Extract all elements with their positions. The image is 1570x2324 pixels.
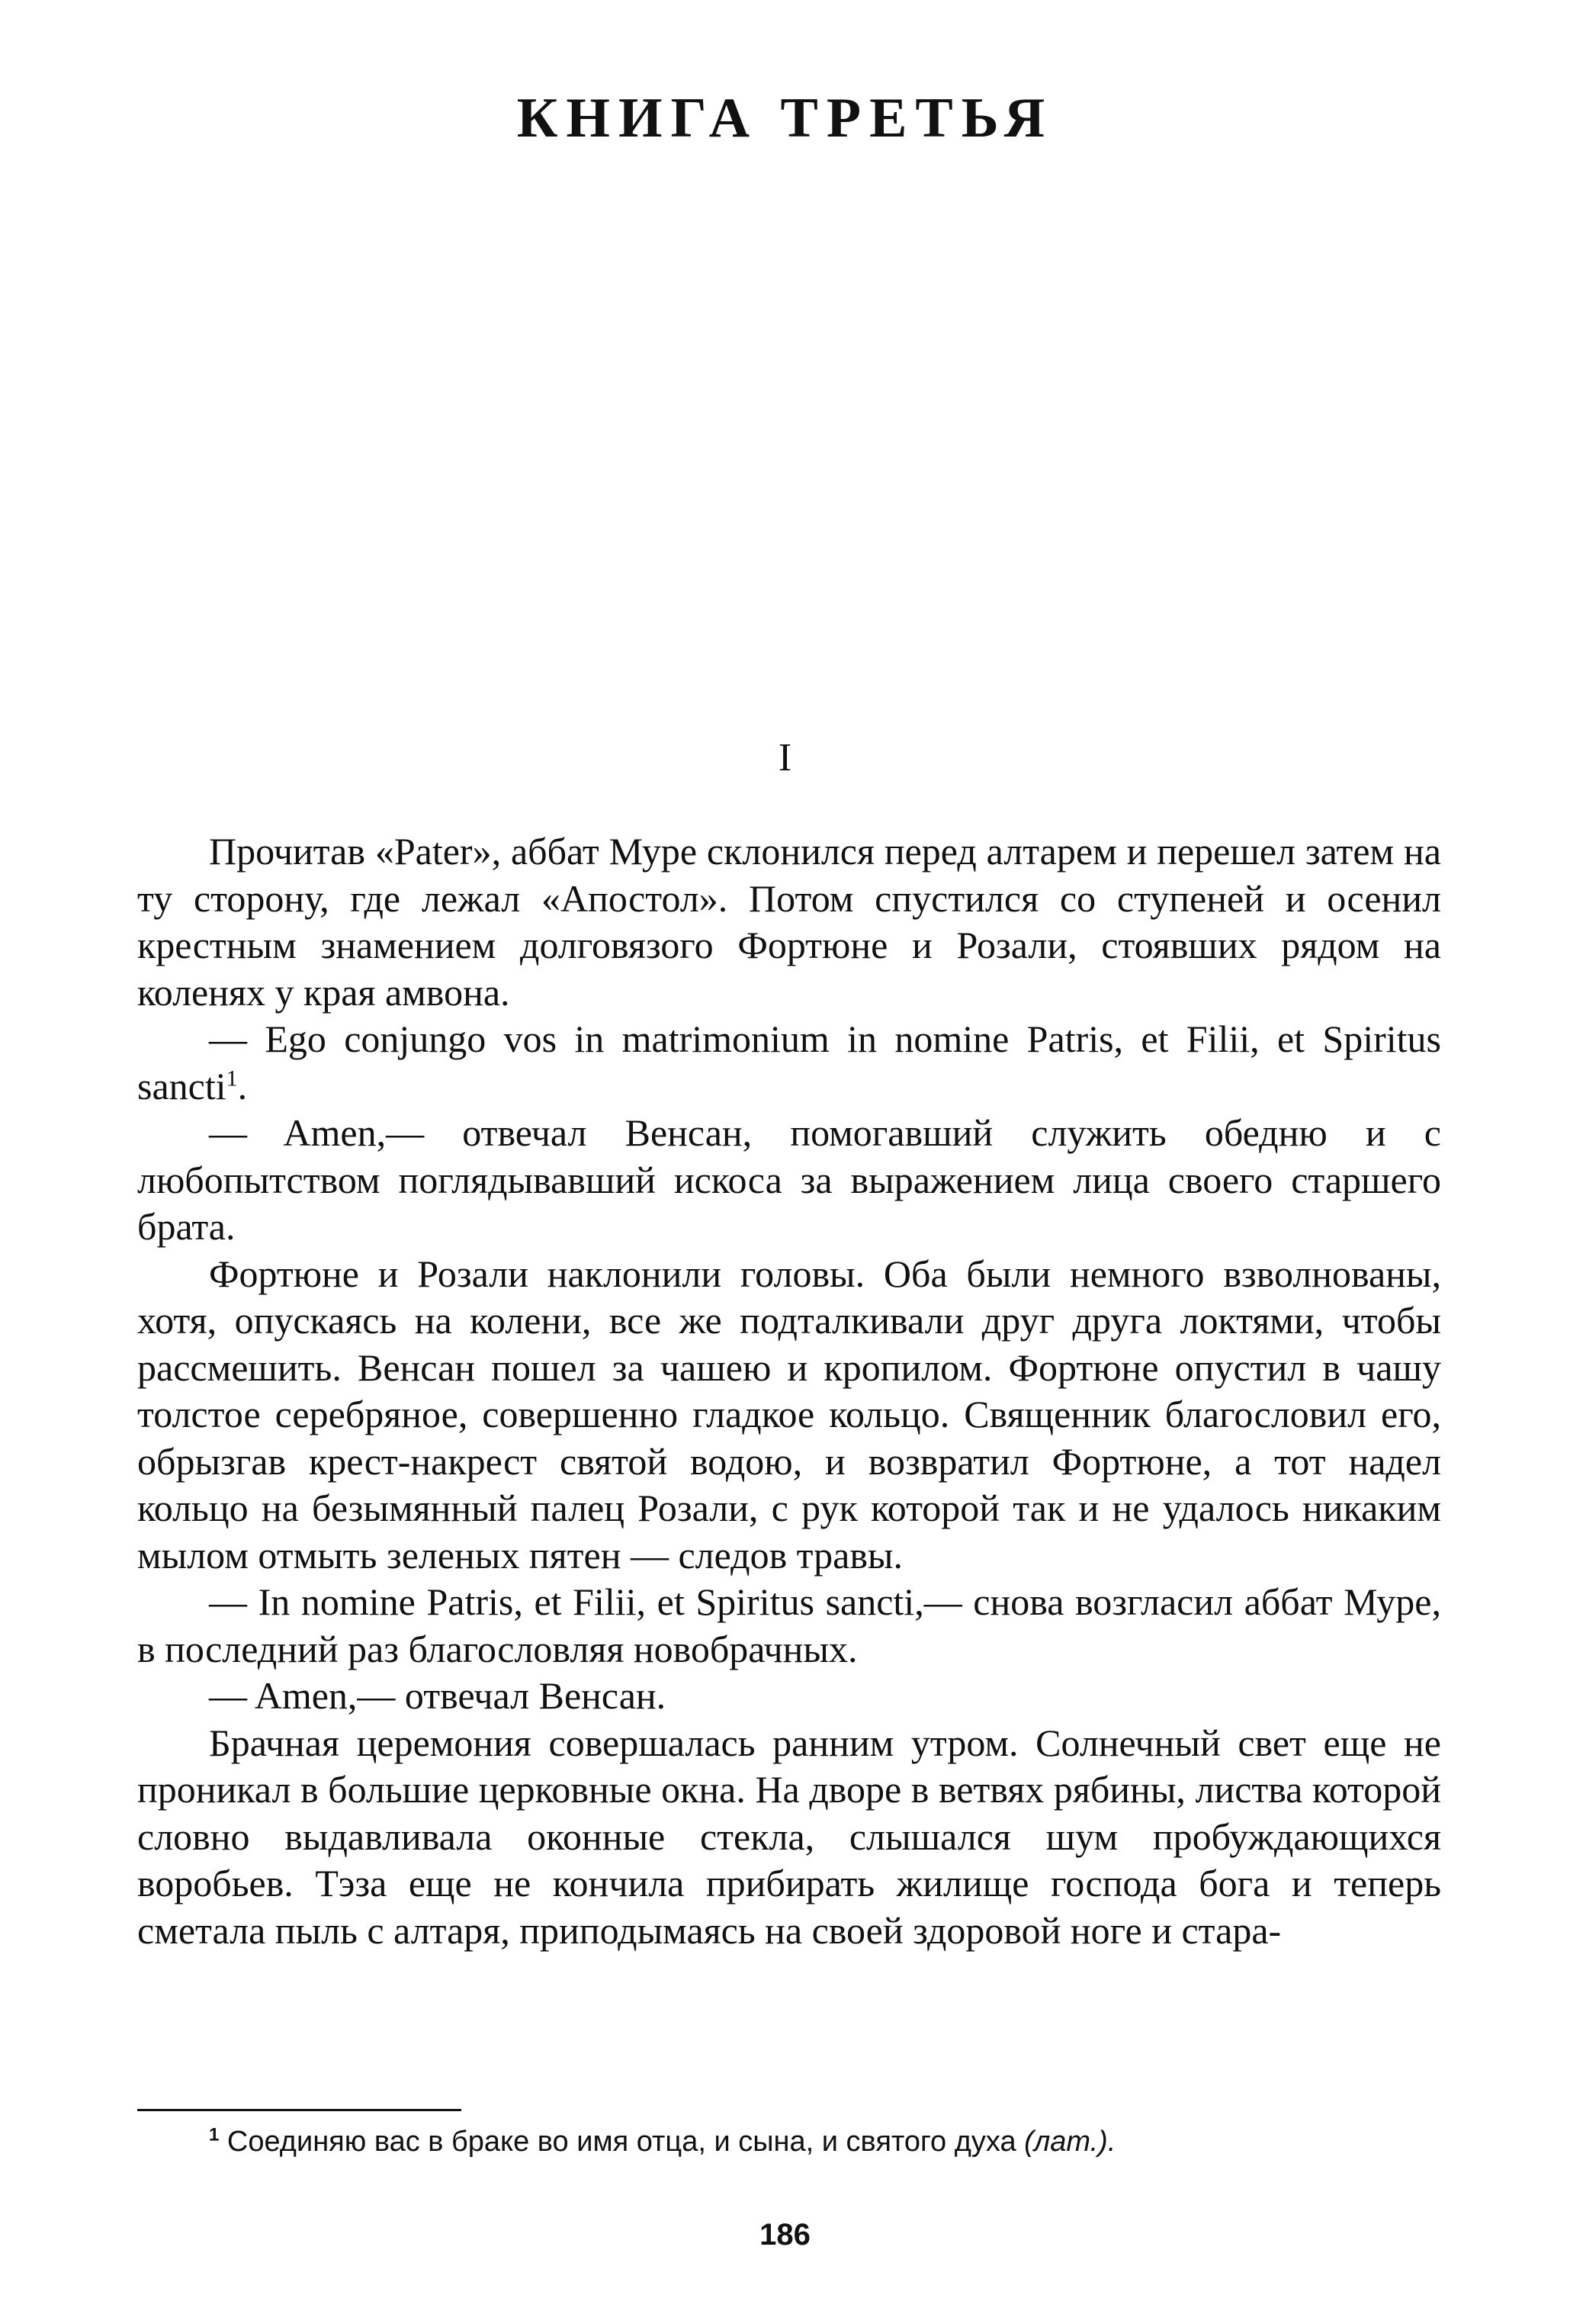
footnote-mark: 1	[209, 2124, 220, 2146]
paragraph	[137, 828, 1441, 1016]
paragraph	[137, 1251, 1441, 1580]
footnote-reference: 1	[226, 1065, 238, 1091]
paragraph-text: Фортюне и Розали наклонили головы. Оба были немного взволнованы, хотя, опускаясь на колени, все же подталкивали друг друга локтями, чтобы рассмешить. Венсан пошел за чашею и кропилом. Фортюне опустил в чашу толстое серебряное, совершенно гладкое кольцо. Священник благословил его, обрызгав крест-накрест святой водою, и возвратил Фортюне, а тот надел кольцо на безымянный палец Розали, с рук которой так и не удалось никаким мылом отмыть зеленых пятен — следов травы.	[137, 1252, 1441, 1577]
chapter-body	[137, 828, 1441, 1954]
page-number: 186	[759, 2218, 811, 2252]
paragraph-text: — Ego conjungo vos in matrimonium in nomine Patris, et Filii, et Spiritus sancti	[137, 1017, 1441, 1107]
paragraph-text: Прочитав «Pater», аббат Муре склонился перед алтарем и перешел затем на ту сторону, где лежал «Апостол». Потом спустился со ступеней и осенил крестным знамением долговязого Фортюне и Розали, стоявших рядом на коленях у края амвона.	[137, 830, 1441, 1014]
paragraph-text: — Amen,— отвечал Венсан.	[209, 1674, 666, 1717]
paragraph-text: — In nomine Patris, et Filii, et Spiritus sancti,— снова возгласил аббат Муре, в последний раз благословляя новобрачных.	[137, 1580, 1441, 1670]
book-title: КНИГА ТРЕТЬЯ	[516, 87, 1054, 149]
paragraph-text-end: .	[237, 1064, 248, 1107]
paragraph	[137, 1016, 1441, 1110]
footnote-divider	[137, 2109, 461, 2111]
paragraph	[137, 1720, 1441, 1955]
paragraph	[137, 1673, 1441, 1720]
chapter-number: I	[778, 736, 792, 779]
paragraph-text: Брачная церемония совершалась ранним утром. Солнечный свет еще не проникал в большие церковные окна. На дворе в ветвях рябины, листва которой словно выдавливала оконные стекла, слышался шум пробуждающихся воробьев. Тэза еще не кончила прибирать жилище господа бога и теперь сметала пыль с алтаря, приподымаясь на своей здоровой ноге и стара-	[137, 1721, 1441, 1952]
paragraph-text: — Amen,— отвечал Венсан, помогавший служить обедню и с любопытством поглядывавший искоса за выражением лица своего старшего брата.	[137, 1111, 1441, 1248]
footnote-text: Соединяю вас в браке во имя отца, и сына, и святого духа	[226, 2126, 1016, 2158]
paragraph	[137, 1579, 1441, 1673]
footnote-language-note: (лат.).	[1024, 2126, 1116, 2158]
footnote	[137, 2122, 1441, 2162]
paragraph	[137, 1110, 1441, 1251]
